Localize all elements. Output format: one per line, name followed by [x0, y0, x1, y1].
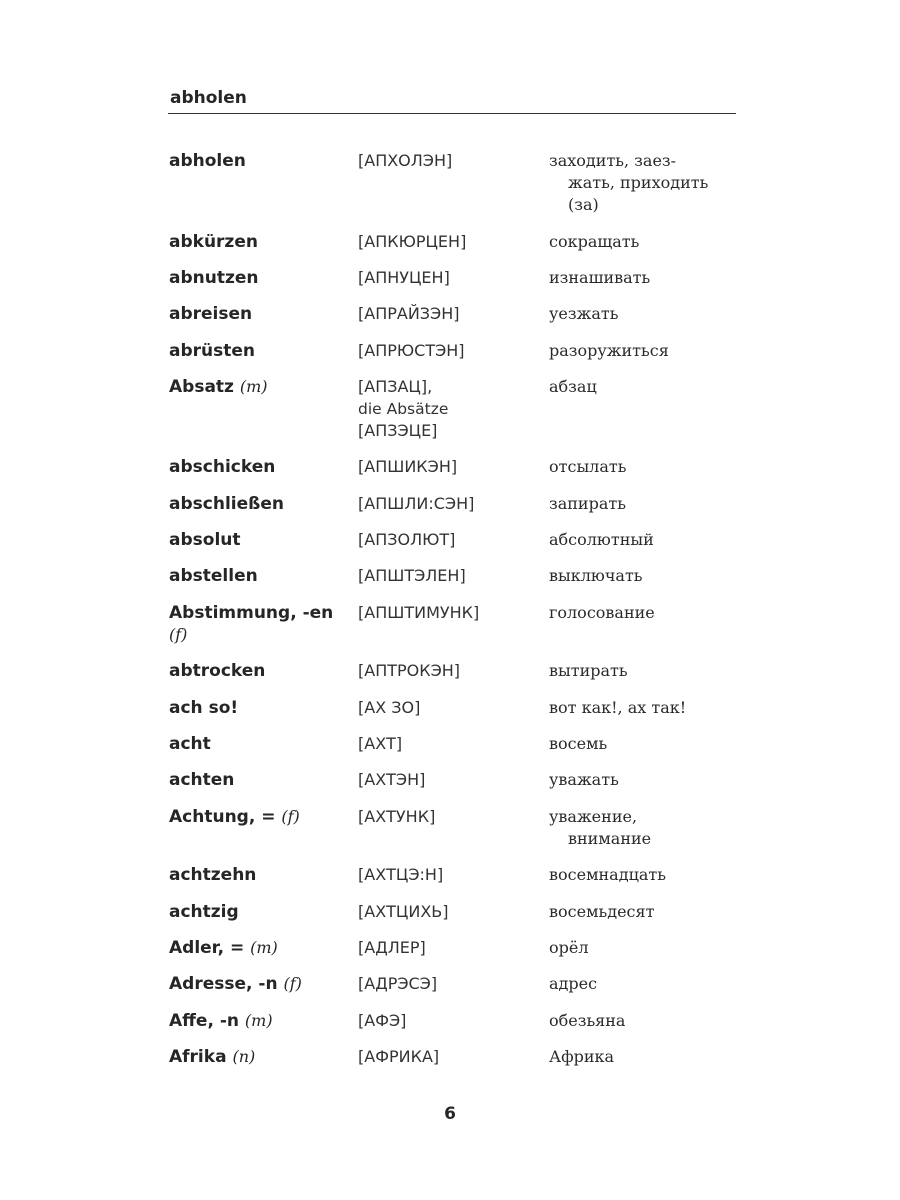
entry-pronunciation — [358, 303, 538, 325]
entry-pronunciation — [358, 973, 538, 995]
entry-word — [169, 864, 349, 886]
entry-translation — [549, 150, 724, 216]
entry-word — [169, 340, 349, 362]
entry-word — [169, 1010, 349, 1032]
entry-pronunciation — [358, 733, 538, 755]
entry-translation — [549, 733, 724, 755]
entry-word — [169, 529, 349, 551]
translation-line: запирать — [549, 494, 626, 513]
pronunciation-line: [АПШТИМУНК] — [358, 603, 480, 622]
translation-line: восемь — [549, 734, 608, 753]
pronunciation-line: [АДЛЕР] — [358, 938, 426, 957]
pronunciation-line: [АПЗЭЦЕ] — [358, 421, 438, 440]
entry-translation — [549, 937, 724, 959]
entry-translation — [549, 565, 724, 587]
entry-word — [169, 660, 349, 682]
pronunciation-line: [АПШТЭЛЕН] — [358, 566, 466, 585]
entry-translation — [549, 456, 724, 478]
pronunciation-line: [АХТЦЭ:Н] — [358, 865, 444, 884]
entry-headword: abreisen — [169, 304, 253, 324]
entry-translation — [549, 602, 724, 624]
entry-word — [169, 231, 349, 253]
translation-line: заходить, заез- — [549, 151, 677, 170]
entry-headword: achtzig — [169, 902, 239, 922]
entry-translation — [549, 901, 724, 923]
translation-line: уезжать — [549, 304, 619, 323]
entry-pronunciation — [358, 456, 538, 478]
entry-gender: (f) — [281, 807, 300, 826]
translation-line: восемнадцать — [549, 865, 666, 884]
entry-word — [169, 456, 349, 478]
entry-translation — [549, 529, 724, 551]
entry-translation — [549, 1046, 724, 1068]
translation-line: уважение, — [549, 807, 638, 826]
entry-word — [169, 267, 349, 289]
entry-word — [169, 303, 349, 325]
translation-line: уважать — [549, 770, 619, 789]
entry-word — [169, 697, 349, 719]
entry-headword: acht — [169, 734, 211, 754]
entry-word — [169, 1046, 349, 1068]
translation-line: абзац — [549, 377, 597, 396]
translation-line: жать, приходить — [568, 173, 709, 192]
entry-translation — [549, 267, 724, 289]
entry-headword: Absatz — [169, 377, 234, 397]
entry-headword: abkürzen — [169, 232, 258, 252]
pronunciation-line: [АПКЮРЦЕН] — [358, 232, 467, 251]
entry-translation — [549, 340, 724, 362]
entry-headword: Adresse, -n — [169, 974, 278, 994]
pronunciation-line: [АПТРОКЭН] — [358, 661, 461, 680]
entry-translation — [549, 697, 724, 719]
entry-pronunciation — [358, 150, 538, 172]
entry-headword: achten — [169, 770, 235, 790]
entry-pronunciation — [358, 697, 538, 719]
entry-translation — [549, 806, 724, 850]
entry-headword: abholen — [169, 151, 246, 171]
entry-word — [169, 602, 349, 646]
entry-pronunciation — [358, 376, 538, 442]
entry-headword: Achtung, = — [169, 807, 276, 827]
entry-gender: (m) — [244, 1011, 273, 1030]
translation-line: выключать — [549, 566, 643, 585]
translation-line: абсолютный — [549, 530, 654, 549]
entry-word — [169, 769, 349, 791]
pronunciation-line: [АХТУНК] — [358, 807, 436, 826]
pronunciation-line: [АХ ЗО] — [358, 698, 421, 717]
pronunciation-line: [АФРИКА] — [358, 1047, 440, 1066]
translation-line: вот как!, ах так! — [549, 698, 687, 717]
entry-gender: (m) — [239, 377, 268, 396]
entry-pronunciation — [358, 937, 538, 959]
entry-pronunciation — [358, 267, 538, 289]
entry-word — [169, 973, 349, 995]
translation-line: вытирать — [549, 661, 628, 680]
entry-translation — [549, 1010, 724, 1032]
entry-word — [169, 937, 349, 959]
pronunciation-line: [АДРЭСЭ] — [358, 974, 438, 993]
translation-line: изнашивать — [549, 268, 651, 287]
entry-translation — [549, 660, 724, 682]
pronunciation-line: [АХТЦИХЬ] — [358, 902, 449, 921]
translation-line: разоружиться — [549, 341, 669, 360]
entry-pronunciation — [358, 493, 538, 515]
entry-headword: Adler, = — [169, 938, 245, 958]
entry-pronunciation — [358, 806, 538, 828]
entry-word — [169, 806, 349, 828]
entry-word — [169, 565, 349, 587]
entry-headword: Affe, -n — [169, 1011, 239, 1031]
running-head: abholen — [170, 88, 247, 108]
entry-pronunciation — [358, 769, 538, 791]
pronunciation-line: [АПШЛИ:СЭН] — [358, 494, 475, 513]
entry-gender: (m) — [250, 938, 278, 957]
entry-translation — [549, 303, 724, 325]
pronunciation-line: [АПЗОЛЮТ] — [358, 530, 456, 549]
entry-headword: absolut — [169, 530, 241, 550]
entry-headword: Abstimmung, -en — [169, 603, 334, 623]
pronunciation-line: [АФЭ] — [358, 1011, 407, 1030]
entry-word — [169, 376, 349, 398]
pronunciation-line: [АХТЭН] — [358, 770, 426, 789]
translation-line: (за) — [568, 195, 599, 214]
entry-translation — [549, 769, 724, 791]
entry-pronunciation — [358, 1010, 538, 1032]
pronunciation-line: [АПШИКЭН] — [358, 457, 458, 476]
entry-translation — [549, 231, 724, 253]
entry-word — [169, 150, 349, 172]
entry-headword: abstellen — [169, 566, 258, 586]
entry-pronunciation — [358, 565, 538, 587]
translation-line: сокращать — [549, 232, 640, 251]
entry-pronunciation — [358, 529, 538, 551]
entry-word — [169, 901, 349, 923]
pronunciation-line: [АПРЮСТЭН] — [358, 341, 465, 360]
entry-word — [169, 733, 349, 755]
page-number: 6 — [444, 1104, 456, 1124]
translation-line: обезьяна — [549, 1011, 626, 1030]
entry-translation — [549, 493, 724, 515]
entry-headword: abnutzen — [169, 268, 259, 288]
entry-gender: (n) — [232, 1047, 256, 1066]
entry-headword: abschicken — [169, 457, 276, 477]
entry-headword: Afrika — [169, 1047, 227, 1067]
entry-headword: abrüsten — [169, 341, 256, 361]
entry-translation — [549, 973, 724, 995]
pronunciation-line: [АПНУЦЕН] — [358, 268, 450, 287]
pronunciation-line: [АПХОЛЭН] — [358, 151, 453, 170]
entry-pronunciation — [358, 231, 538, 253]
entry-headword: abtrocken — [169, 661, 266, 681]
entry-gender: (f) — [169, 625, 188, 644]
translation-line: внимание — [568, 829, 652, 848]
translation-line: адрес — [549, 974, 598, 993]
entry-pronunciation — [358, 864, 538, 886]
entry-headword: achtzehn — [169, 865, 257, 885]
entry-pronunciation — [358, 901, 538, 923]
translation-line: восемьдесят — [549, 902, 655, 921]
pronunciation-line: [АПРАЙЗЭН] — [358, 304, 460, 323]
entry-headword: abschließen — [169, 494, 284, 514]
header-rule — [168, 113, 736, 114]
entry-translation — [549, 376, 724, 398]
entry-pronunciation — [358, 660, 538, 682]
entry-pronunciation — [358, 1046, 538, 1068]
translation-line: отсылать — [549, 457, 627, 476]
entry-pronunciation — [358, 602, 538, 624]
translation-line: Африка — [549, 1047, 615, 1066]
entry-translation — [549, 864, 724, 886]
pronunciation-line: [АХТ] — [358, 734, 403, 753]
pronunciation-line: [АПЗАЦ], — [358, 377, 433, 396]
pronunciation-line: die Absätze — [358, 400, 449, 418]
entry-pronunciation — [358, 340, 538, 362]
entry-gender: (f) — [283, 974, 302, 993]
entry-word — [169, 493, 349, 515]
translation-line: голосование — [549, 603, 655, 622]
translation-line: орёл — [549, 938, 589, 957]
entry-headword: ach so! — [169, 698, 239, 718]
